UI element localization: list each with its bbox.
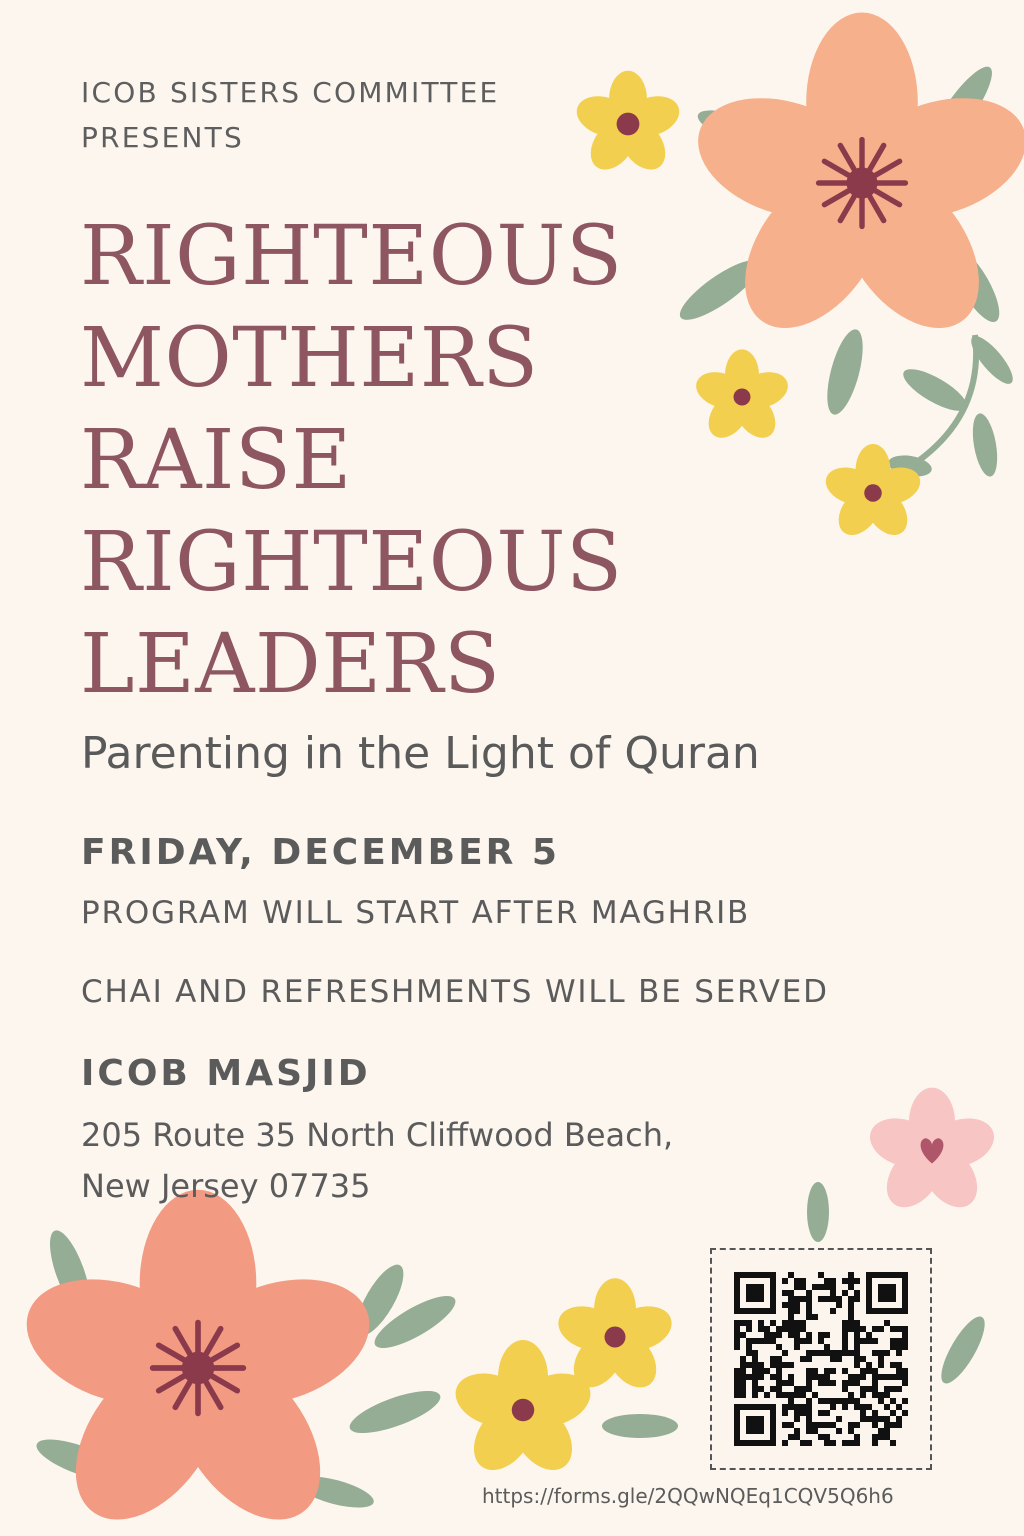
title-line: MOTHERS [80, 311, 539, 406]
program-time: PROGRAM WILL START AFTER MAGHRIB [81, 895, 751, 931]
large-peach-flower [683, 13, 1024, 354]
title-line: LEADERS [80, 617, 501, 712]
presenter-line-2: PRESENTS [81, 121, 244, 154]
leaf [934, 1311, 993, 1389]
title-line: RAISE [80, 413, 352, 508]
presenter-line-1: ICOB SISTERS COMMITTEE [81, 76, 500, 109]
event-date: FRIDAY, DECEMBER 5 [81, 832, 560, 873]
venue-address [81, 1110, 673, 1212]
event-subtitle: Parenting in the Light of Quran [81, 728, 760, 779]
refreshments-note: CHAI AND REFRESHMENTS WILL BE SERVED [81, 974, 829, 1010]
title-line: RIGHTEOUS [80, 209, 623, 304]
yellow-flower [691, 349, 792, 445]
title-line: RIGHTEOUS [80, 515, 623, 610]
venue-name: ICOB MASJID [81, 1053, 371, 1094]
qr-code-pattern [734, 1272, 908, 1446]
address-line-1: 205 Route 35 North Cliffwood Beach, [81, 1116, 674, 1154]
presenter [81, 70, 581, 160]
leaf [807, 1182, 829, 1242]
pink-heart-flower [864, 1088, 1001, 1218]
address-line-2: New Jersey 07735 [81, 1167, 371, 1205]
event-title [80, 206, 623, 716]
yellow-flower [572, 71, 685, 178]
qr-code[interactable] [710, 1248, 932, 1470]
registration-link[interactable]: https://forms.gle/2QQwNQEq1CQV5Q6h6 [482, 1484, 894, 1508]
